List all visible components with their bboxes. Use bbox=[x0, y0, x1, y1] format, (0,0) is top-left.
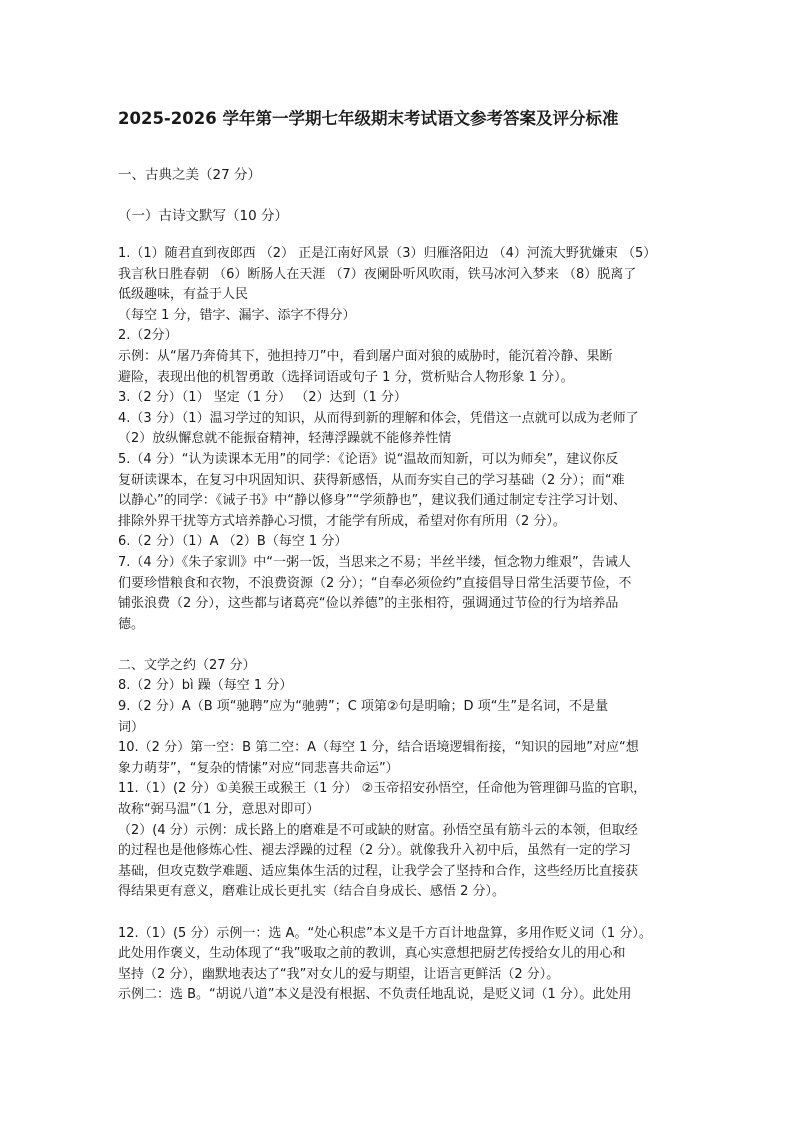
answer-line: 6.（2 分）（1）A （2）B（每空 1 分） bbox=[118, 534, 348, 550]
answer-line: 1.（1）随君直到夜郎西 （2） 正是江南好风景（3）归雁洛阳边 （4）河流大野犹嫌束 （5） bbox=[118, 246, 657, 261]
answer-line: 示例：从“屠乃奔倚其下，弛担持刀”中，看到屠户面对狼的威胁时，能沉着冷静、果断 bbox=[118, 348, 613, 364]
answer-line: 示例二：选 B。“胡说八道”本义是没有根据、不负责任地乱说，是贬义词（1 分）。此处用 bbox=[118, 987, 632, 1003]
answer-line: 铺张浪费（2 分），这些都与诸葛亮“俭以养德”的主张相符，强调通过节俭的行为培养品 bbox=[118, 596, 619, 612]
answer-line: 排除外界干扰等方式培养静心习惯，才能学有所成，希望对你有所用（2 分）。 bbox=[118, 513, 566, 529]
answer-line: 11.（1）(2 分）①美猴王或猴王（1 分） ②玉帝招安孙悟空，任命他为管理御马监的官职， bbox=[118, 781, 647, 797]
answer-line: 2.（2分） bbox=[118, 328, 178, 344]
answer-line: 3.（2 分）（1） 坚定（1 分） （2）达到（1 分） bbox=[118, 390, 407, 406]
answer-line: 故称“弼马温”（1 分，意思对即可） bbox=[118, 802, 320, 818]
answer-line: 12.（1）(5 分）示例一：选 A。“处心积虑”本义是千方百计地盘算，多用作贬义词（1 分）。 bbox=[118, 925, 652, 941]
answer-line: 德。 bbox=[118, 616, 145, 632]
answer-line: 我言秋日胜春朝 （6）断肠人在天涯 （7）夜阑卧听风吹雨，铁马冰河入梦来 （8）脱离了 bbox=[118, 266, 637, 282]
section-heading-classical: 一、古典之美（27 分） bbox=[118, 167, 261, 183]
answer-line: 的过程也是他修炼心性、褪去浮躁的过程（2 分）。就像我升入初中后，虽然有一定的学习 bbox=[118, 843, 631, 859]
answer-line: 基础，但攻克数学难题、适应集体生活的过程，让我学会了坚持和合作，这些经历比直接获 bbox=[118, 863, 639, 879]
blank-line bbox=[118, 903, 678, 924]
answer-line: （每空 1 分，错字、漏字、添字不得分） bbox=[118, 307, 356, 323]
answer-line: 象力萌芽”，“复杂的情愫”对应“同悲喜共命运”） bbox=[118, 760, 399, 776]
document-title: 2025-2026 学年第一学期七年级期末考试语文参考答案及评分标准 bbox=[118, 109, 619, 128]
answer-line: 词） bbox=[118, 719, 145, 735]
answer-line: 5.（4 分）“认为读课本无用”的同学：《论语》说“温故而知新，可以为师矣”，建议你反 bbox=[118, 451, 619, 467]
answer-body bbox=[118, 244, 678, 1006]
answer-line: 避险，表现出他的机智勇敢（选择词语或句子 1 分，赏析贴合人物形象 1 分）。 bbox=[118, 369, 574, 385]
answer-line: 4.（3 分）（1）温习学过的知识，从而得到新的理解和体会，凭借这一点就可以成为老师了 bbox=[118, 410, 639, 426]
answer-line: 以静心”的同学：《诫子书》中“静以修身”“学须静也”，建议我们通过制定专注学习计划、 bbox=[118, 493, 627, 509]
answer-line: 坚持（2 分），幽默地表达了“我”对女儿的爱与期望，让语言更鲜活（2 分）。 bbox=[118, 966, 560, 982]
answer-line: 8.（2 分）bì 躁（每空 1 分） bbox=[118, 678, 293, 694]
blank-line bbox=[118, 635, 678, 656]
answer-line: （2）(4 分）示例：成长路上的磨难是不可或缺的财富。孙悟空虽有筋斗云的本领，但取经 bbox=[118, 822, 638, 838]
answer-line: 们要珍惜粮食和衣物，不浪费资源（2 分）；“自奉必须俭约”直接倡导日常生活要节俭，不 bbox=[118, 575, 632, 591]
answer-line: 此处用作褒义，生动体现了“我”吸取之前的教训，真心实意想把厨艺传授给女儿的用心和 bbox=[118, 946, 626, 962]
answer-line: 低级趣味，有益于人民 bbox=[118, 287, 249, 303]
answer-line: 7.（4 分）《朱子家训》中“一粥一饭，当思来之不易；半丝半缕，恒念物力维艰”，告诫人 bbox=[118, 554, 631, 570]
answer-line: （2）放纵懈怠就不能振奋精神，轻薄浮躁就不能修养性情 bbox=[118, 431, 452, 447]
subsection-heading-poetry: （一）古诗文默写（10 分） bbox=[118, 208, 288, 224]
answer-line: 二、文学之约（27 分） bbox=[118, 657, 256, 673]
answer-line: 复研读课本，在复习中巩固知识、获得新感悟，从而夯实自己的学习基础（2 分）；而“难 bbox=[118, 472, 625, 488]
answer-line: 得结果更有意义，磨难让成长更扎实（结合自身成长、感悟 2 分）。 bbox=[118, 884, 506, 900]
answer-line: 9.（2 分）A（B 项“驰聘”应为“驰骋”；C 项第②句是明喻；D 项“生”是名词，不是量 bbox=[118, 699, 609, 715]
answer-line: 10.（2 分）第一空：B 第二空：A（每空 1 分，结合语境逻辑衔接，“知识的园地”对应“想 bbox=[118, 740, 639, 756]
